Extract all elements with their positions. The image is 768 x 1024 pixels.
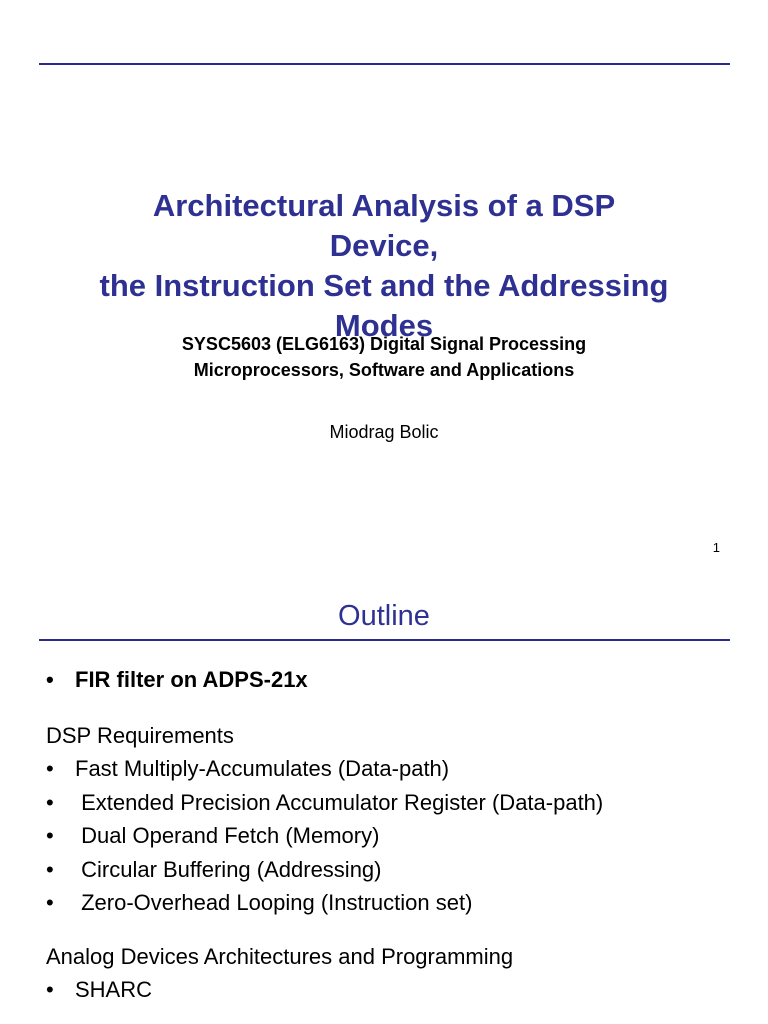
title-line-2: Device, xyxy=(329,228,439,263)
title-line-3: the Instruction Set and the Addressing xyxy=(99,268,669,303)
bullet-icon: • xyxy=(46,789,54,815)
list-item-text: Circular Buffering (Addressing) xyxy=(75,856,382,882)
list-item xyxy=(46,752,746,786)
section-heading: Analog Devices Architectures and Programming xyxy=(46,943,514,969)
top-rule xyxy=(39,63,730,65)
bullet-icon: • xyxy=(46,667,54,692)
list-item-text: SHARC xyxy=(75,977,153,1002)
list-item-text: Extended Precision Accumulator Register (Data-path) xyxy=(75,789,604,815)
outline-content xyxy=(46,663,746,1007)
course-subtitle xyxy=(60,331,708,383)
list-item-text: Zero-Overhead Looping (Instruction set) xyxy=(75,890,473,915)
list-item xyxy=(46,973,746,1007)
title-line-1: Architectural Analysis of a DSP xyxy=(152,188,616,223)
slide-title xyxy=(40,186,728,346)
subtitle-line-1: SYSC5603 (ELG6163) Digital Signal Processing xyxy=(181,334,587,354)
outline-title: Outline xyxy=(338,600,430,632)
list-item-text: Fast Multiply-Accumulates (Data-path) xyxy=(75,756,450,781)
outline-rule xyxy=(39,639,730,641)
bullet-icon: • xyxy=(46,756,54,781)
list-item xyxy=(46,819,746,853)
bullet-icon: • xyxy=(46,977,54,1002)
bullet-icon: • xyxy=(46,890,54,915)
list-item xyxy=(46,853,746,887)
list-item xyxy=(46,663,746,697)
list-item xyxy=(46,786,746,820)
slide-2 xyxy=(0,575,768,1024)
title-line-4: Modes xyxy=(334,308,434,343)
bullet-icon: • xyxy=(46,823,54,848)
page-number: 1 xyxy=(712,540,720,555)
section-heading: DSP Requirements xyxy=(46,722,234,748)
author-name: Miodrag Bolic xyxy=(329,422,439,442)
list-item xyxy=(46,886,746,920)
list-item-text: Dual Operand Fetch (Memory) xyxy=(75,823,380,848)
first-bullet-text: FIR filter on ADPS-21x xyxy=(75,667,308,692)
subtitle-line-2: Microprocessors, Software and Applications xyxy=(193,360,575,380)
bullet-icon: • xyxy=(46,856,54,882)
